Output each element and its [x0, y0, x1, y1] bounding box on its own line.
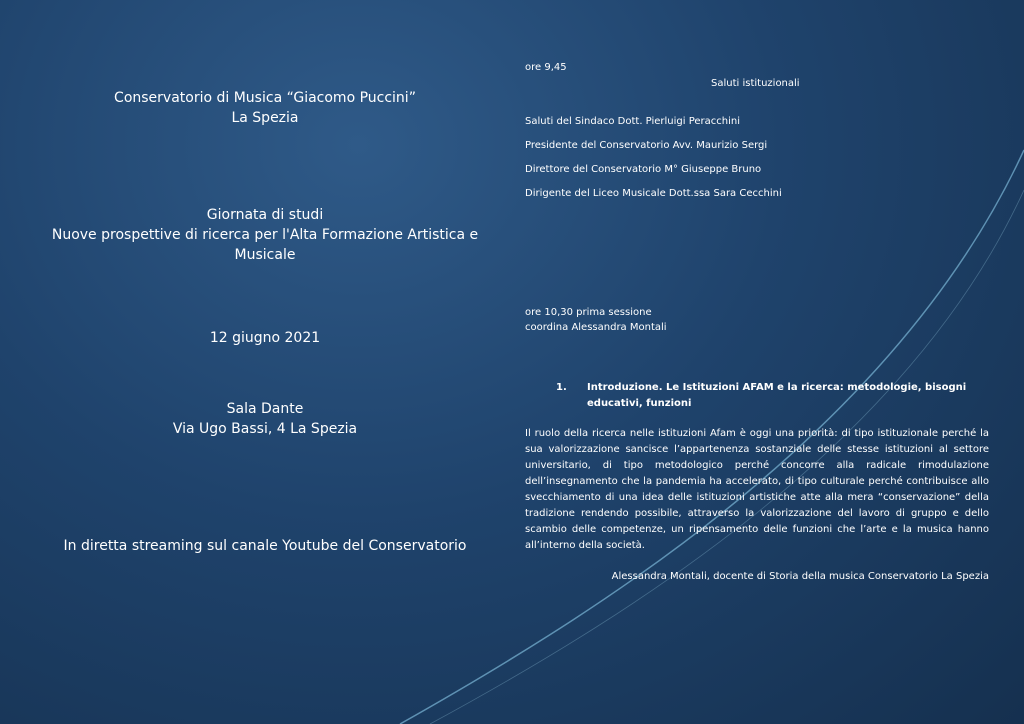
event-heading — [40, 205, 490, 265]
greeting-item: Saluti del Sindaco Dott. Pierluigi Peracchini — [525, 116, 741, 127]
greeting-item: Dirigente del Liceo Musicale Dott.ssa Sara Cecchini — [525, 188, 782, 199]
greeting-item: Presidente del Conservatorio Avv. Maurizio Sergi — [525, 140, 768, 151]
greetings-list — [525, 114, 782, 210]
author-signature: Alessandra Montali, docente di Storia della musica Conservatorio La Spezia — [611, 571, 989, 582]
venue — [40, 399, 490, 439]
intro-paragraph: Il ruolo della ricerca nelle istituzioni Afam è oggi una priorità: di tipo istituzionale perché la sua valorizzazione sancisce l’appartenenza sostanziale delle stesse istituzioni al settore universitario, di tipo metodologico perché concorre alla radicale rimodulazione dell’insegnamento che la pandemia ha accelerato, di tipo culturale perché contribuisce allo svecchiamento di una idea delle istituzioni artistiche atte alla mera “conservazione” della tradizione rendendo possibile, attraverso la valorizzazione del lavoro di gruppo e dello scambio delle competenze, un ripensamento delle funzioni che l’arte e la musica hanno all’interno della società. — [525, 428, 989, 551]
greeting-item: Direttore del Conservatorio M° Giuseppe Bruno — [525, 164, 762, 175]
session-coordinator: coordina Alessandra Montali — [525, 322, 667, 333]
agenda-item-number: 1. — [556, 382, 567, 393]
event-title: Nuove prospettive di ricerca per l'Alta Formazione Artistica e Musicale — [51, 227, 479, 263]
event-type: Giornata di studi — [206, 207, 324, 223]
greetings-heading: Saluti istituzionali — [711, 78, 800, 89]
streaming-info: In diretta streaming sul canale Youtube del Conservatorio — [63, 538, 467, 554]
institution-title — [40, 88, 490, 128]
institution-name: Conservatorio di Musica “Giacomo Puccini” — [114, 90, 416, 106]
venue-name: Sala Dante — [226, 401, 304, 417]
session-time: ore 10,30 prima sessione — [525, 307, 652, 318]
agenda-item-title: Introduzione. Le Istituzioni AFAM e la ricerca: metodologie, bisogni educativi, funzioni — [587, 382, 967, 409]
time-greetings: ore 9,45 — [525, 62, 567, 73]
institution-city: La Spezia — [231, 110, 299, 126]
event-date: 12 giugno 2021 — [209, 330, 321, 346]
venue-address: Via Ugo Bassi, 4 La Spezia — [172, 421, 358, 437]
